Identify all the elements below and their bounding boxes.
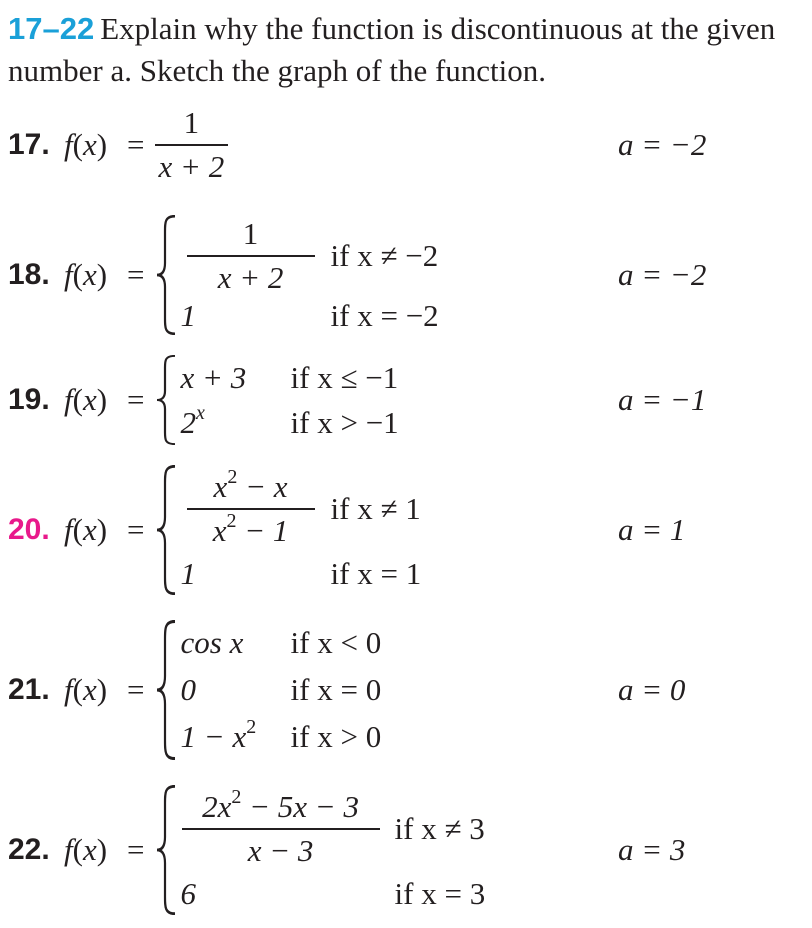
problem-number: 17.	[8, 128, 50, 161]
case-condition: if x > 0	[290, 718, 382, 754]
numerator: 1	[183, 105, 200, 140]
case-expression: 6	[180, 875, 197, 911]
case-1	[181, 625, 382, 661]
function-lhs: f(x)	[64, 127, 108, 162]
problem-18	[8, 215, 808, 335]
exercise-range: 17–22	[8, 11, 95, 46]
given-a: a = 0	[618, 672, 686, 707]
given-a: a = −2	[618, 127, 707, 162]
problem-number: 22.	[8, 833, 50, 866]
case-1	[181, 216, 439, 296]
case-expression: 2$^x$	[180, 401, 205, 440]
case-condition: if x ≠ 3	[394, 810, 485, 846]
piecewise-cases	[181, 215, 439, 335]
case-expression: 1	[180, 298, 197, 333]
left-brace	[155, 465, 177, 595]
given-a: a = 3	[618, 832, 686, 867]
fraction: $\frac{1}{x + 2}$	[181, 216, 321, 296]
function-lhs: f(x)	[64, 672, 108, 707]
problem-21	[8, 620, 808, 760]
problem-number: 20.	[8, 513, 50, 546]
case-expression: x + 3	[180, 359, 247, 395]
case-condition: if x = −2	[330, 298, 439, 333]
case-condition: if x = 0	[290, 671, 382, 707]
piecewise-cases	[181, 465, 422, 595]
case-condition: if x ≠ −2	[330, 238, 439, 273]
case-expression: 0	[180, 671, 197, 707]
numerator: $x^2 - x$	[213, 465, 288, 504]
piecewise-cases	[181, 785, 486, 915]
equals-sign: =	[127, 382, 145, 417]
denominator: x − 3	[182, 828, 380, 869]
case-2	[181, 876, 486, 912]
fraction	[181, 465, 321, 549]
left-brace	[155, 215, 177, 335]
denominator: x + 2	[155, 144, 229, 185]
case-condition: if x ≠ 1	[330, 490, 421, 526]
equals-sign: =	[127, 832, 145, 867]
problem-19	[8, 355, 808, 445]
function-lhs: f(x)	[64, 257, 108, 292]
case-1	[181, 785, 486, 869]
given-a: a = −1	[618, 382, 707, 417]
case-1	[181, 360, 399, 396]
case-2	[181, 672, 382, 708]
fraction	[181, 785, 381, 869]
numerator: $2x^2 - 5x - 3$	[202, 785, 359, 824]
case-2	[181, 556, 422, 592]
case-expression: $1 - x^2$	[180, 715, 257, 754]
given-a: a = 1	[618, 512, 686, 547]
case-expression: 1	[180, 555, 197, 591]
problem-17	[8, 95, 808, 195]
case-2	[181, 298, 439, 334]
case-3	[180, 715, 382, 755]
equals-sign: =	[127, 257, 145, 292]
fraction	[155, 105, 229, 185]
case-1	[181, 465, 422, 549]
equals-sign: =	[127, 672, 145, 707]
case-condition: if x = 3	[394, 875, 486, 911]
case-condition: if x ≤ −1	[290, 359, 399, 395]
instructions-text: Explain why the function is discontinuous at the given number a. Sketch the graph of the function.	[8, 11, 776, 88]
left-brace	[155, 355, 177, 445]
function-lhs: f(x)	[64, 382, 108, 417]
piecewise-cases	[181, 620, 382, 760]
problem-20	[8, 465, 808, 595]
case-condition: if x < 0	[290, 625, 382, 661]
problem-number: 21.	[8, 673, 50, 706]
instructions	[8, 8, 808, 92]
function-lhs: f(x)	[64, 832, 108, 867]
problem-22	[8, 785, 808, 915]
equals-sign: =	[127, 127, 145, 162]
case-condition: if x = 1	[330, 555, 422, 591]
case-expression: cos x	[180, 625, 244, 661]
given-a: a = −2	[618, 257, 707, 292]
problem-number: 19.	[8, 383, 50, 416]
equals-sign: =	[127, 512, 145, 547]
case-2	[180, 401, 399, 441]
left-brace	[155, 785, 177, 915]
problem-number: 18.	[8, 258, 50, 291]
left-brace	[155, 620, 177, 760]
function-lhs: f(x)	[64, 512, 108, 547]
piecewise-cases	[181, 355, 399, 445]
case-condition: if x > −1	[290, 404, 399, 440]
denominator: $x^2 - 1$	[187, 508, 315, 549]
